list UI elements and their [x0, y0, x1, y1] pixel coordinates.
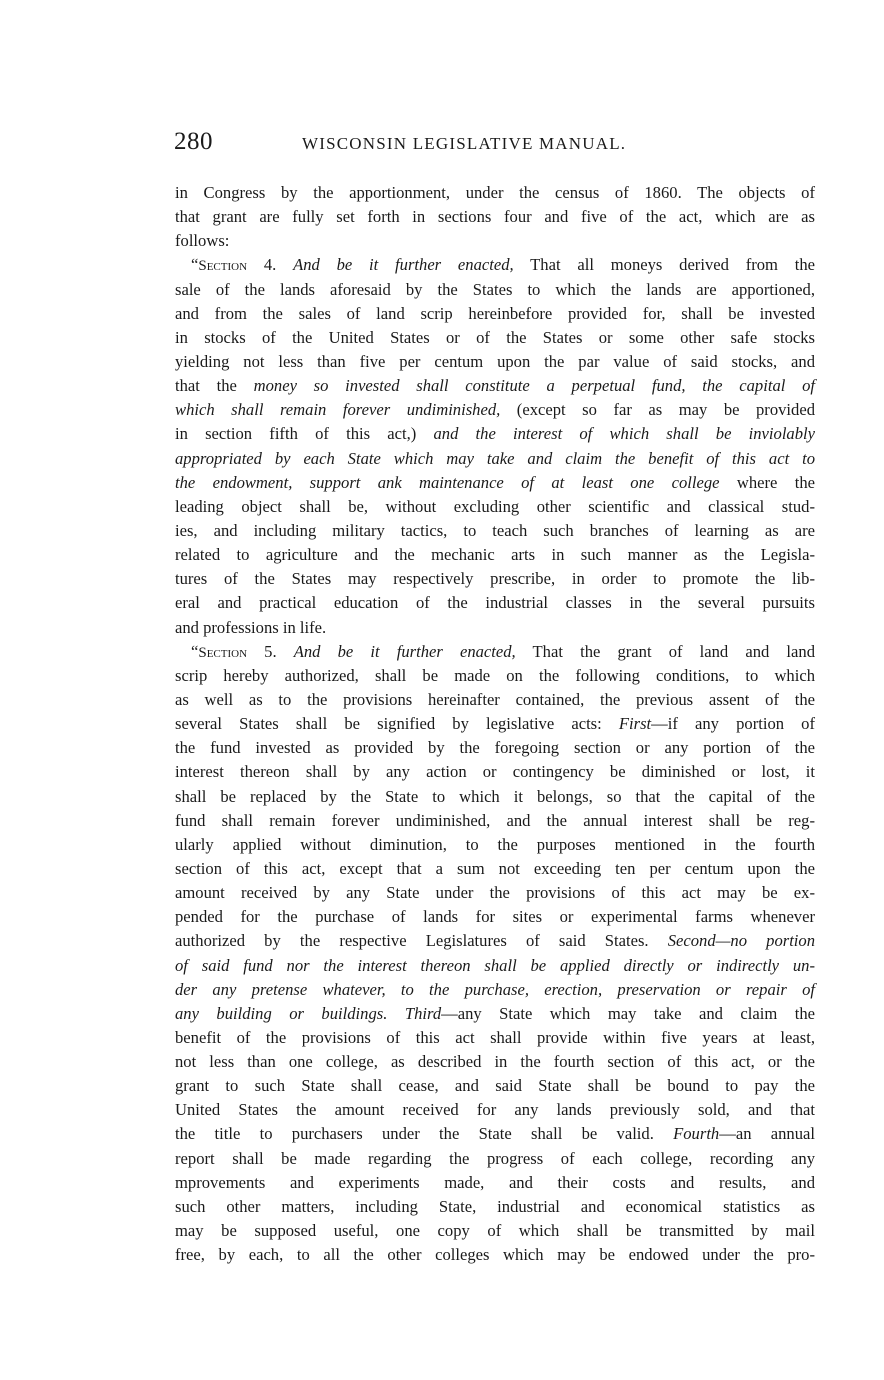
text-line [175, 495, 815, 519]
italic-segment: which shall remain forever undiminished, [175, 400, 501, 420]
text-line [175, 929, 815, 953]
text-line [175, 1098, 815, 1122]
text-segment: 5. [247, 641, 294, 661]
text-line [175, 422, 815, 446]
text-line [175, 205, 815, 229]
text-segment: ies, and including military tactics, to teach such branches of learning as are [175, 520, 815, 540]
text-line [175, 374, 815, 398]
text-segment: scrip hereby authorized, shall be made on the following conditions, to which [175, 665, 815, 685]
text-segment: yielding not less than five per centum upon the par value of said stocks, and [175, 351, 815, 371]
text-line [175, 809, 815, 833]
italic-segment: money so invested shall constitute a perpetual fund, the capital of [253, 376, 815, 396]
text-segment: related to agriculture and the mechanic arts in such manner as the Legisla- [175, 545, 815, 565]
text-segment: eral and practical education of the industrial classes in the several pursuits [175, 593, 815, 613]
text-segment: grant to such State shall cease, and said State shall be bound to pay the [175, 1076, 815, 1096]
text-segment: —any State which may take and claim the [441, 1003, 815, 1023]
italic-segment: Third [404, 1003, 442, 1023]
text-line [175, 760, 815, 784]
text-segment: in stocks of the United States or of the States or some other safe stocks [175, 327, 815, 347]
text-line [175, 640, 815, 664]
text-line [175, 954, 815, 978]
italic-segment: and the interest of which shall be inviolably [433, 424, 815, 444]
text-line [175, 229, 815, 253]
text-line [175, 978, 815, 1002]
text-segment: not less than one college, as described in the fourth section of this act, or the [175, 1052, 815, 1072]
text-segment: and from the sales of land scrip hereinbefore provided for, shall be invested [175, 303, 815, 323]
text-segment: that grant are fully set forth in sections four and five of the act, which are as [175, 207, 815, 227]
text-segment: “ [191, 641, 199, 661]
text-line [175, 785, 815, 809]
body-text [175, 181, 815, 1267]
text-segment: the fund invested as provided by the foregoing section or any portion of the [175, 738, 815, 758]
text-line [175, 1195, 815, 1219]
text-segment: 4. [247, 255, 294, 275]
text-segment: section of this act, except that a sum not exceeding ten per centum upon the [175, 858, 815, 878]
text-line [175, 688, 815, 712]
text-segment: report shall be made regarding the progress of each college, recording any [175, 1148, 815, 1168]
text-line [175, 1050, 815, 1074]
text-line [175, 712, 815, 736]
text-line [175, 447, 815, 471]
text-line [175, 567, 815, 591]
text-line [175, 181, 815, 205]
text-segment: free, by each, to all the other colleges which may be endowed under the pro- [175, 1245, 815, 1265]
text-line [175, 905, 815, 929]
text-line [175, 278, 815, 302]
italic-segment: Fourth [673, 1124, 720, 1144]
text-line [175, 350, 815, 374]
text-segment: that the [175, 376, 254, 396]
italic-segment: First [618, 714, 652, 734]
text-segment: ularly applied without diminution, to the purposes mentioned in the fourth [175, 834, 815, 854]
text-line [175, 1002, 815, 1026]
text-segment [387, 1004, 404, 1023]
text-segment: shall be replaced by the State to which it belongs, so that the capital of the [175, 786, 815, 806]
italic-segment: And be it further enacted, [293, 641, 516, 661]
text-segment: leading object shall be, without excluding other scientific and classical stud- [175, 496, 815, 516]
text-line [175, 1074, 815, 1098]
text-line [175, 1122, 815, 1146]
text-line [175, 398, 815, 422]
text-segment: United States the amount received for any lands previously sold, and that [175, 1100, 815, 1120]
text-line [175, 736, 815, 760]
italic-segment: der any pretense whatever, to the purchase, erection, preservation or repair of [175, 979, 815, 999]
text-line [175, 664, 815, 688]
text-line [175, 881, 815, 905]
text-segment: sale of the lands aforesaid by the States to which the lands are apportioned, [175, 279, 815, 299]
text-segment: authorized by the respective Legislatures of said States. [175, 931, 668, 951]
text-segment: That all moneys derived from the [513, 255, 816, 275]
text-line [175, 1026, 815, 1050]
text-segment: “ [191, 255, 199, 275]
text-segment: the title to purchasers under the State shall be valid. [175, 1124, 674, 1144]
text-segment: may be supposed useful, one copy of which shall be transmitted by mail [175, 1221, 815, 1241]
text-line [175, 1147, 815, 1171]
text-segment: (except so far as may be provided [500, 400, 816, 420]
text-line [175, 616, 815, 640]
italic-segment: appropriated by each State which may take and claim the benefit of this act to [175, 448, 815, 468]
italic-segment: And be it further enacted, [293, 255, 514, 275]
text-line [175, 519, 815, 543]
text-line [175, 1243, 815, 1267]
text-line [175, 326, 815, 350]
text-segment: mprovements and experiments made, and their costs and results, and [175, 1172, 815, 1192]
text-segment: pended for the purchase of lands for sites or experimental farms whenever [175, 907, 815, 927]
text-line [175, 302, 815, 326]
page-header [174, 128, 814, 162]
running-title: WISCONSIN LEGISLATIVE MANUAL. [302, 134, 627, 153]
text-segment: such other matters, including State, industrial and economical statistics as [175, 1196, 815, 1216]
text-segment: where the [719, 472, 815, 492]
text-segment: fund shall remain forever undiminished, and the annual interest shall be reg- [175, 810, 815, 830]
italic-segment: of said fund nor the interest thereon shall be applied directly or indirectly un- [175, 955, 815, 975]
text-segment: in section fifth of this act,) [175, 424, 434, 444]
text-segment: in Congress by the apportionment, under the census of 1860. The objects of [175, 183, 815, 202]
text-segment: and professions in life. [175, 617, 327, 637]
text-segment: as well as to the provisions hereinafter contained, the previous assent of the [175, 689, 815, 709]
text-line [175, 253, 815, 277]
italic-segment: the endowment, support ank maintenance of at least one college [175, 472, 720, 492]
text-line [175, 591, 815, 615]
text-segment: follows: [175, 231, 230, 251]
text-line [175, 1171, 815, 1195]
text-segment: interest thereon shall by any action or contingency be diminished or lost, it [175, 762, 815, 782]
text-line [175, 857, 815, 881]
text-line [175, 833, 815, 857]
section-label: Section [198, 644, 248, 661]
text-segment: —an annual [719, 1124, 815, 1144]
text-segment: tures of the States may respectively prescribe, in order to promote the lib- [175, 569, 815, 589]
text-line [175, 543, 815, 567]
page-number: 280 [174, 128, 213, 155]
italic-segment: Second—no portion [667, 931, 816, 951]
text-segment: benefit of the provisions of this act shall provide within five years at least, [175, 1027, 815, 1047]
italic-segment: any building or buildings. [175, 1003, 388, 1023]
text-segment: amount received by any State under the provisions of this act may be ex- [175, 883, 815, 903]
text-segment: That the grant of land and land [515, 641, 816, 661]
text-segment: several States shall be signified by legislative acts: [175, 714, 619, 734]
text-segment: —if any portion of [651, 714, 815, 734]
text-line [175, 1219, 815, 1243]
section-label: Section [198, 258, 248, 275]
text-line [175, 471, 815, 495]
